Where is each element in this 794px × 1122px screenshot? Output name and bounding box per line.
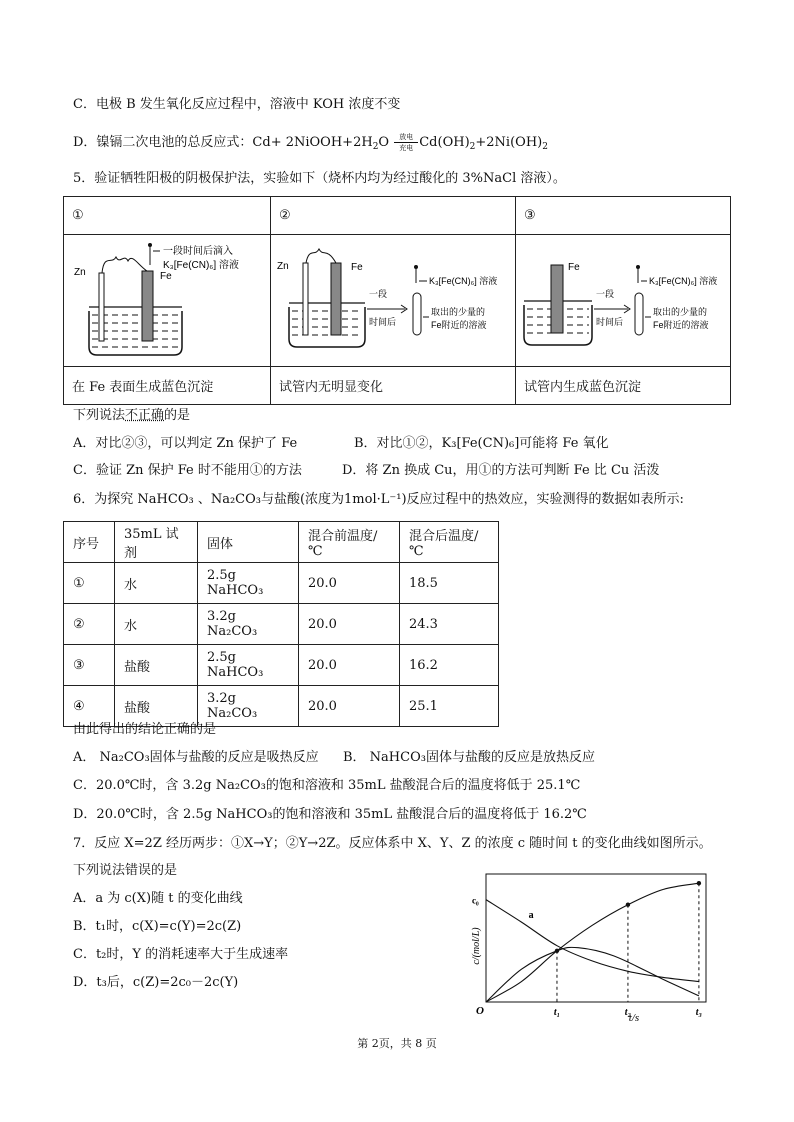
test-tube-icon [413,293,421,335]
q5-result-2: 试管内无明显变化 [271,367,516,405]
table-row [64,645,499,686]
annotation-a: a [528,910,534,922]
q6-cell: 盐酸 [115,686,198,727]
tick-label-t2: t₂ [624,1007,632,1018]
fig2-take-2: Fe附近的溶液 [431,320,487,330]
q7-stem: 7．反应 X=2Z 经历两步：①X→Y；②Y→2Z。反应体系中 X、Y、Z 的浓度 c 随时间 t 的变化曲线如图所示。 [73,836,712,851]
q6-stem: 6．为探究 NaHCO₃ 、Na₂CO₃与盐酸(浓度为1mol·L⁻¹)反应过程中的热效应，实验测得的数据如表所示: [73,492,684,507]
q7-option-a: A．a 为 c(X)随 t 的变化曲线 [73,891,243,906]
fig3-arrow-text-2: 时间后 [596,317,624,327]
q6-cell: 2.5g NaHCO₃ [198,645,299,686]
fig2-wire [306,249,336,263]
q5-stem: 5．验证牺牲阳极的阴极保护法，实验如下（烧杯内均为经过酸化的 3%NaCl 溶液）。 [73,171,566,186]
q6-cell: 20.0 [299,604,400,645]
q4-option-d-tail: +2Ni(OH) [475,135,543,150]
dropper-icon [414,265,418,269]
page-footer: 第 2页，共 8 页 [357,1037,437,1050]
tick-label-t1: t₁ [553,1007,561,1018]
q6-cell: ② [64,604,115,645]
q5-option-d: D．将 Zn 换成 Cu，用①的方法可判断 Fe 比 Cu 活泼 [342,463,660,478]
q6-option-a: A． Na₂CO₃固体与盐酸的反应是吸热反应 [73,750,319,765]
q6-header-temp-after: 混合后温度/℃ [400,522,499,563]
q6-header-reagent: 35mL 试剂 [115,522,198,563]
q7-option-d: D．t₃后，c(Z)=2c₀－2c(Y) [73,975,239,990]
x-axis-label: t/s [628,1012,640,1024]
fig1-wire [102,257,147,273]
y-axis-label: c/(mol/L) [471,927,482,965]
q6-cell: 3.2g Na₂CO₃ [198,686,299,727]
fig2-zn-electrode [303,263,308,335]
q6-option-b: B． NaHCO₃固体与盐酸的反应是放热反应 [343,750,595,765]
q6-option-c: C．20.0℃时，含 3.2g Na₂CO₃的饱和溶液和 35mL 盐酸混合后的温度将低于 25.1℃ [73,778,581,793]
dropper-icon [148,243,152,247]
fig1-fe-label: Fe [160,271,172,282]
q5-figure-1 [64,235,271,367]
table-row [64,563,499,604]
q6-header-index: 序号 [64,522,115,563]
q6-header-temp-before: 混合前温度/℃ [299,522,400,563]
q4-option-d-suffix: Cd(OH) [419,135,470,150]
q5-figure-2 [271,235,516,367]
q5-header-2: ② [271,197,516,235]
q6-option-d: D．20.0℃时，含 2.5g NaHCO₃的饱和溶液和 35mL 盐酸混合后的温度将低于 16.2℃ [73,807,587,822]
q6-cell: 20.0 [299,563,400,604]
q5-header-1: ① [64,197,271,235]
fig3-take-2: Fe附近的溶液 [653,320,709,330]
q6-cell: 盐酸 [115,645,198,686]
fig3-take-1: 取出的少量的 [653,307,708,317]
q6-cell: ④ [64,686,115,727]
q6-cell: 20.0 [299,645,400,686]
marker-point-t3 [697,881,701,885]
series-line-z [486,883,699,1002]
q6-cell: 16.2 [400,645,499,686]
q5-result-3: 试管内生成蓝色沉淀 [516,367,731,405]
fig2-zn-label: Zn [277,261,289,272]
q4-option-d: D．镍镉二次电池的总反应式：$Cd+ 2NiOOH+2H_2O$ 放电 充电 $Cd(OH)_2+2Ni(OH)_2$ [73,133,548,152]
marker-point-t1 [555,949,559,953]
discharge-label: 放电 [399,133,414,141]
concentration-chart [470,866,710,1026]
fig1-zn-label: Zn [74,267,86,278]
q6-cell: 24.3 [400,604,499,645]
charge-label: 充电 [399,144,414,152]
q5-header-3: ③ [516,197,731,235]
q6-cell: 3.2g Na₂CO₃ [198,604,299,645]
fig2-take-1: 取出的少量的 [431,307,486,317]
series-line-a [486,900,699,982]
fig3-fe-electrode [551,265,563,333]
q7-question: 下列说法错误的是 [73,863,178,878]
q6-cell: 2.5g NaHCO₃ [198,563,299,604]
q4-option-c: C．电极 B 发生氧化反应过程中，溶液中 KOH 浓度不变 [73,97,401,112]
fig1-note-2: K₃[Fe(CN)₆] 溶液 [163,260,239,271]
fig3-reagent: K₃[Fe(CN)₆] 溶液 [649,276,718,286]
q5-result-1: 在 Fe 表面生成蓝色沉淀 [64,367,271,405]
reaction-arrow [394,133,418,152]
fig3-arrow-text-1: 一段 [596,289,615,299]
q6-cell: 18.5 [400,563,499,604]
q7-option-b: B．t₁时，c(X)=c(Y)=2c(Z) [73,919,242,934]
q6-cell: 25.1 [400,686,499,727]
tick-label-c0: c₀ [472,895,479,906]
q7-option-c: C．t₂时，Y 的消耗速率大于生成速率 [73,947,289,962]
fig2-reagent: K₃[Fe(CN)₆] 溶液 [429,276,498,286]
q5-option-b: B．对比①②，K₃[Fe(CN)₆]可能将 Fe 氧化 [354,436,609,451]
q6-header-solid: 固体 [198,522,299,563]
fig2-arrow-text-1: 一段 [369,289,388,299]
origin-label: O [476,1005,484,1017]
fig1-zn-electrode [99,273,104,341]
dropper-icon [636,265,640,269]
q5-option-c: C．验证 Zn 保护 Fe 时不能用①的方法 [73,463,302,478]
fig2-fe-electrode [331,263,341,335]
q5-experiment-table [63,196,731,405]
fig2-fe-label: Fe [351,262,363,273]
q4-option-d-mid: O [378,135,390,150]
q6-question: 由此得出的结论正确的是 [73,722,217,737]
q4-option-d-prefix: D．镍镉二次电池的总反应式：Cd+ 2NiOOH+2H [73,135,373,150]
test-tube-icon [635,293,643,335]
fig1-note-1: 一段时间后滴入 [163,246,233,257]
marker-point-t2 [626,903,630,907]
q6-cell: 水 [115,563,198,604]
q6-cell: ③ [64,645,115,686]
q6-cell: 20.0 [299,686,400,727]
q5-question: 下列说法不正确的是 [73,408,191,423]
q5-figure-3 [516,235,731,367]
fig1-fe-electrode [142,271,153,341]
tick-label-t3: t₃ [695,1007,703,1018]
q6-data-table [63,521,499,727]
q6-cell: ① [64,563,115,604]
q5-option-a: A．对比②③，可以判定 Zn 保护了 Fe [73,436,298,451]
q6-cell: 水 [115,604,198,645]
table-row [64,604,499,645]
series-line-y [486,947,699,1002]
fig2-arrow-text-2: 时间后 [369,317,397,327]
fig3-fe-label: Fe [568,262,580,273]
